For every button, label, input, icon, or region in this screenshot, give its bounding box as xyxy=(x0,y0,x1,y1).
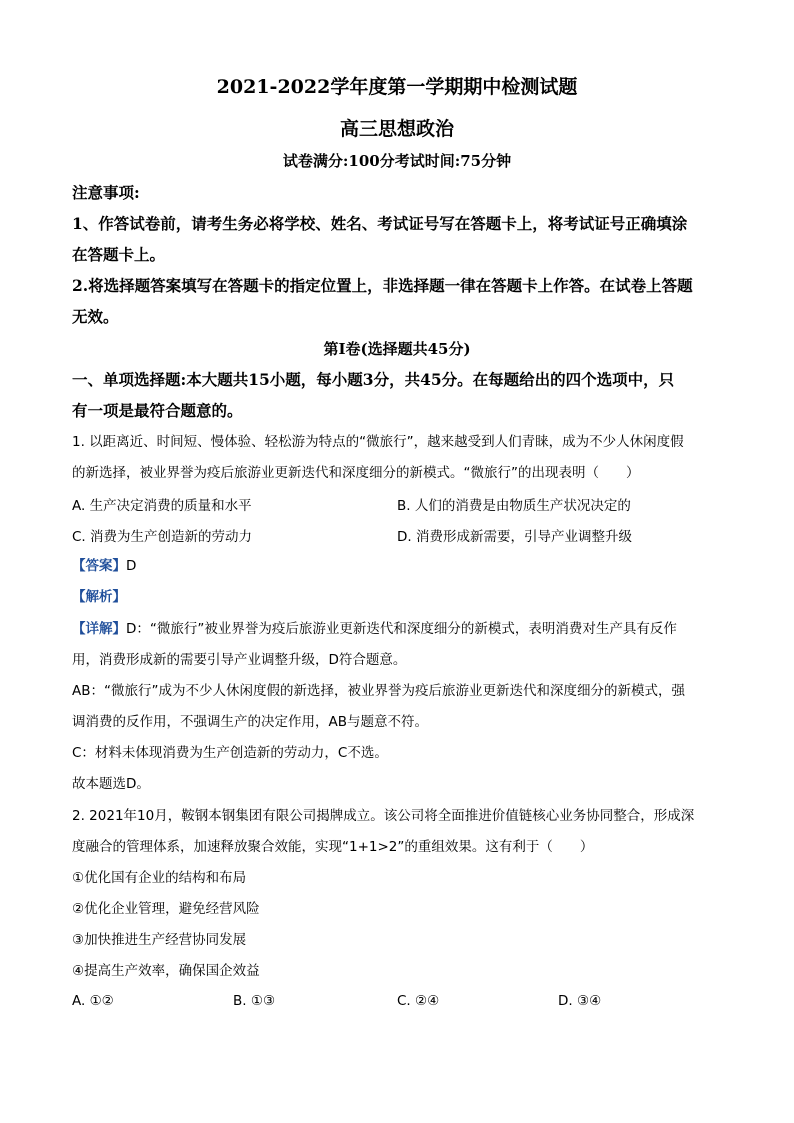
q1-detail-line-1 xyxy=(72,619,732,639)
q1-ab-line-1: AB：“微旅行”成为不少人休闲度假的新选择，被业界誉为疫后旅游业更新迭代和深度细分的新模式，强 xyxy=(72,683,685,699)
answer-tag: 【答案】 xyxy=(72,558,126,574)
q1-stem-line-1: 1. 以距离近、时间短、慢体验、轻松游为特点的“微旅行”，越来越受到人们青睐，成为不少人休闲度假 xyxy=(72,434,684,450)
q1-conclusion: 故本题选D。 xyxy=(72,776,150,792)
q1-option-b: B. 人们的消费是由物质生产状况决定的 xyxy=(397,498,631,514)
subject-title: 高三思想政治 xyxy=(339,118,454,140)
q2-item-1: ①优化国有企业的结构和布局 xyxy=(72,870,247,886)
q1-c-line: C：材料未体现消费为生产创造新的劳动力，C不选。 xyxy=(72,745,388,761)
q1-option-a: A. 生产决定消费的质量和水平 xyxy=(72,498,252,514)
note-2-line-2: 无效。 xyxy=(72,307,119,326)
notes-heading: 注意事项: xyxy=(72,183,140,202)
q1-option-d: D. 消费形成新需要，引导产业调整升级 xyxy=(397,529,632,545)
section-intro-line-1: 一、单项选择题:本大题共15小题，每小题3分，共45分。在每题给出的四个选项中，只 xyxy=(72,370,675,389)
answer-value: D xyxy=(126,558,137,574)
q1-detail-line-2: 用，消费形成新的需要引导产业调整升级，D符合题意。 xyxy=(72,652,407,668)
q2-stem-line-1: 2. 2021年10月，鞍钢本钢集团有限公司揭牌成立。该公司将全面推进价值链核心业务协同整合，形成深 xyxy=(72,808,695,824)
q1-ab-line-2: 调消费的反作用，不强调生产的决定作用，AB与题意不符。 xyxy=(72,714,428,730)
q2-item-2: ②优化企业管理，避免经营风险 xyxy=(72,901,260,917)
q2-stem-line-2: 度融合的管理体系，加速释放聚合效能，实现“1+1>2”的重组效果。这有利于（ ） xyxy=(72,839,594,855)
exam-info: 试卷满分:100分考试时间:75分钟 xyxy=(282,152,512,170)
q2-option-d: D. ③④ xyxy=(558,993,602,1009)
q2-option-a: A. ①② xyxy=(72,993,114,1009)
section-intro-line-2: 有一项是最符合题意的。 xyxy=(72,401,243,420)
note-1-line-1: 1、作答试卷前，请考生务必将学校、姓名、考试证号写在答题卡上，将考试证号正确填涂 xyxy=(72,214,688,233)
q1-stem-line-2: 的新选择，被业界誉为疫后旅游业更新迭代和深度细分的新模式。“微旅行”的出现表明（ ） xyxy=(72,465,640,481)
note-2-line-1: 2.将选择题答案填写在答题卡的指定位置上，非选择题一律在答题卡上作答。在试卷上答题 xyxy=(72,276,693,295)
analysis-tag: 【解析】 xyxy=(72,589,126,605)
q1-option-c: C. 消费为生产创造新的劳动力 xyxy=(72,529,253,545)
q1-analysis-heading xyxy=(72,587,732,607)
note-1-line-2: 在答题卡上。 xyxy=(72,245,166,264)
q2-option-b: B. ①③ xyxy=(233,993,276,1009)
q2-option-c: C. ②④ xyxy=(397,993,440,1009)
section-title: 第Ⅰ卷(选择题共45分) xyxy=(323,340,471,358)
detail-tag: 【详解】 xyxy=(72,621,126,637)
detail-text: D：“微旅行”被业界誉为疫后旅游业更新迭代和深度细分的新模式，表明消费对生产具有反作 xyxy=(126,621,677,637)
q1-answer xyxy=(72,556,732,576)
q2-item-4: ④提高生产效率，确保国企效益 xyxy=(72,963,260,979)
q2-item-3: ③加快推进生产经营协同发展 xyxy=(72,932,247,948)
exam-title: 2021-2022学年度第一学期期中检测试题 xyxy=(216,76,578,98)
